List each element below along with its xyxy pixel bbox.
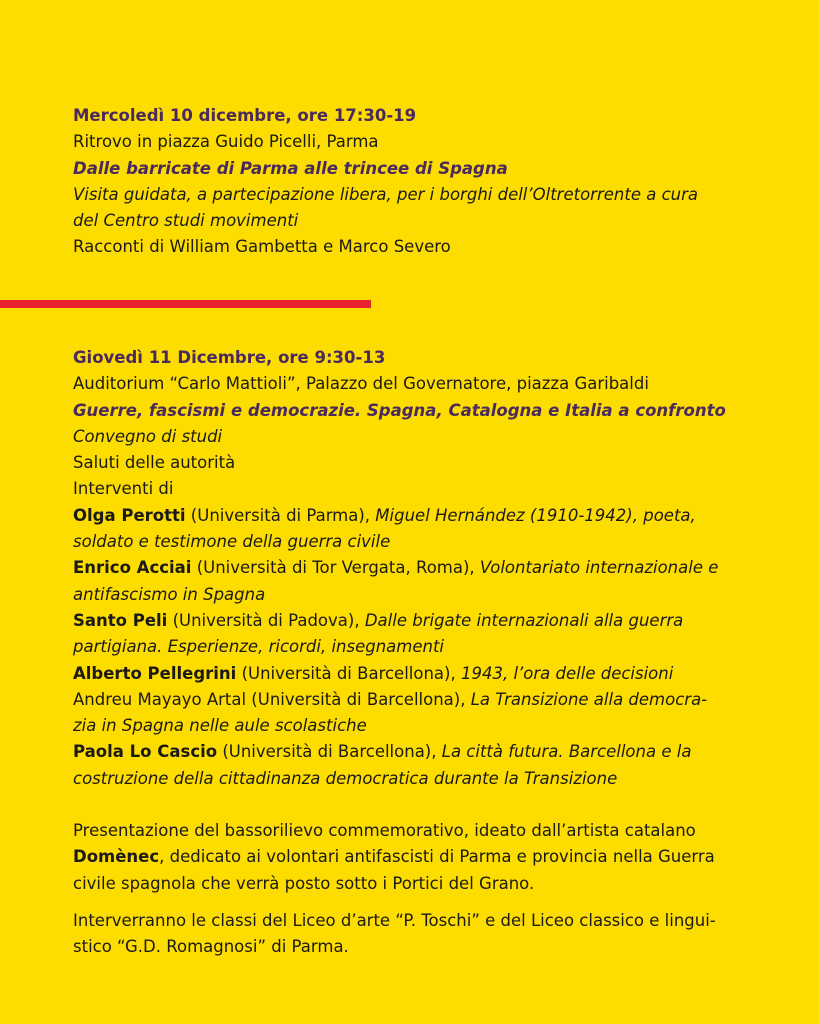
presentation-text: civile spagnola che verrà posto sotto i Portici del Grano. — [73, 873, 535, 893]
presentation-text: Presentazione del bassorilievo commemorativo, ideato dall’artista catalano — [73, 821, 696, 840]
greetings: Saluti delle autorità — [73, 453, 236, 473]
speaker-name: Enrico Acciai — [73, 558, 192, 578]
speaker-talk: La Transizione alla democra- — [470, 689, 708, 709]
event-date: Giovedì 11 Dicembre, ore 9:30-13 — [73, 348, 386, 367]
speaker-entry — [73, 739, 726, 765]
speaker-entry — [73, 555, 726, 581]
speaker-name: Paola Lo Cascio — [73, 742, 218, 762]
event-place: Auditorium “Carlo Mattioli”, Palazzo del Governatore, piazza Garibaldi — [73, 374, 649, 394]
classes-text: stico “G.D. Romagnosi” di Parma. — [73, 937, 349, 957]
speaker-name: Andreu Mayayo Artal — [73, 689, 247, 709]
speaker-talk: Miguel Hernández (1910-1942), poeta, — [375, 505, 696, 525]
speaker-entry — [73, 608, 726, 634]
event-place: Ritrovo in piazza Guido Picelli, Parma — [73, 132, 379, 152]
event-stories: Racconti di William Gambetta e Marco Severo — [73, 237, 451, 257]
speaker-affiliation: (Università di Tor Vergata, Roma), — [191, 558, 480, 578]
speaker-name: Santo Peli — [73, 610, 168, 630]
event-wednesday — [73, 103, 698, 261]
speaker-talk: costruzione della cittadinanza democratica durante la Transizione — [73, 768, 618, 788]
red-divider — [0, 300, 371, 308]
presentation-text — [73, 844, 715, 870]
speaker-talk: zia in Spagna nelle aule scolastiche — [73, 716, 367, 736]
bas-relief-presentation — [73, 818, 715, 897]
speaker-talk: partigiana. Esperienze, ricordi, insegnamenti — [73, 637, 445, 657]
speaker-entry — [73, 503, 726, 529]
speaker-name: Alberto Pellegrini — [73, 663, 237, 683]
speaker-talk: Dalle brigate internazionali alla guerra — [364, 610, 684, 630]
event-description: del Centro studi movimenti — [73, 211, 299, 231]
speaker-entry — [73, 661, 726, 687]
speaker-talk: antifascismo in Spagna — [73, 584, 266, 604]
artist-name: Domènec — [73, 847, 160, 867]
speaker-talk: 1943, l’ora delle decisioni — [460, 663, 674, 683]
event-title: Dalle barricate di Parma alle trincee di Spagna — [73, 158, 508, 178]
event-subtitle: Convegno di studi — [73, 426, 223, 446]
event-thursday — [73, 345, 726, 792]
speaker-talk: soldato e testimone della guerra civile — [73, 532, 391, 552]
speaker-affiliation: (Università di Padova), — [167, 610, 365, 630]
speaker-affiliation: (Università di Barcellona), — [217, 742, 442, 762]
speaker-affiliation: (Università di Barcellona), — [246, 689, 471, 709]
speaker-affiliation: (Università di Parma), — [185, 505, 376, 525]
event-title: Guerre, fascismi e democrazie. Spagna, Catalogna e Italia a confronto — [73, 400, 726, 420]
interventions-label: Interventi di — [73, 479, 174, 499]
presentation-text-rest: , dedicato ai volontari antifascisti di Parma e provincia nella Guerra — [159, 847, 715, 867]
speaker-talk: La città futura. Barcellona e la — [441, 742, 692, 762]
event-description: Visita guidata, a partecipazione libera, per i borghi dell’Oltretorrente a cura — [73, 184, 699, 204]
event-date: Mercoledì 10 dicembre, ore 17:30-19 — [73, 106, 417, 125]
school-classes-note — [73, 908, 716, 961]
classes-text: Interverranno le classi del Liceo d’arte “P. Toschi” e del Liceo classico e lingui- — [73, 911, 716, 930]
speaker-entry — [73, 687, 726, 713]
speaker-affiliation: (Università di Barcellona), — [236, 663, 461, 683]
speaker-talk: Volontariato internazionale e — [479, 558, 719, 578]
speaker-name: Olga Perotti — [73, 505, 186, 525]
